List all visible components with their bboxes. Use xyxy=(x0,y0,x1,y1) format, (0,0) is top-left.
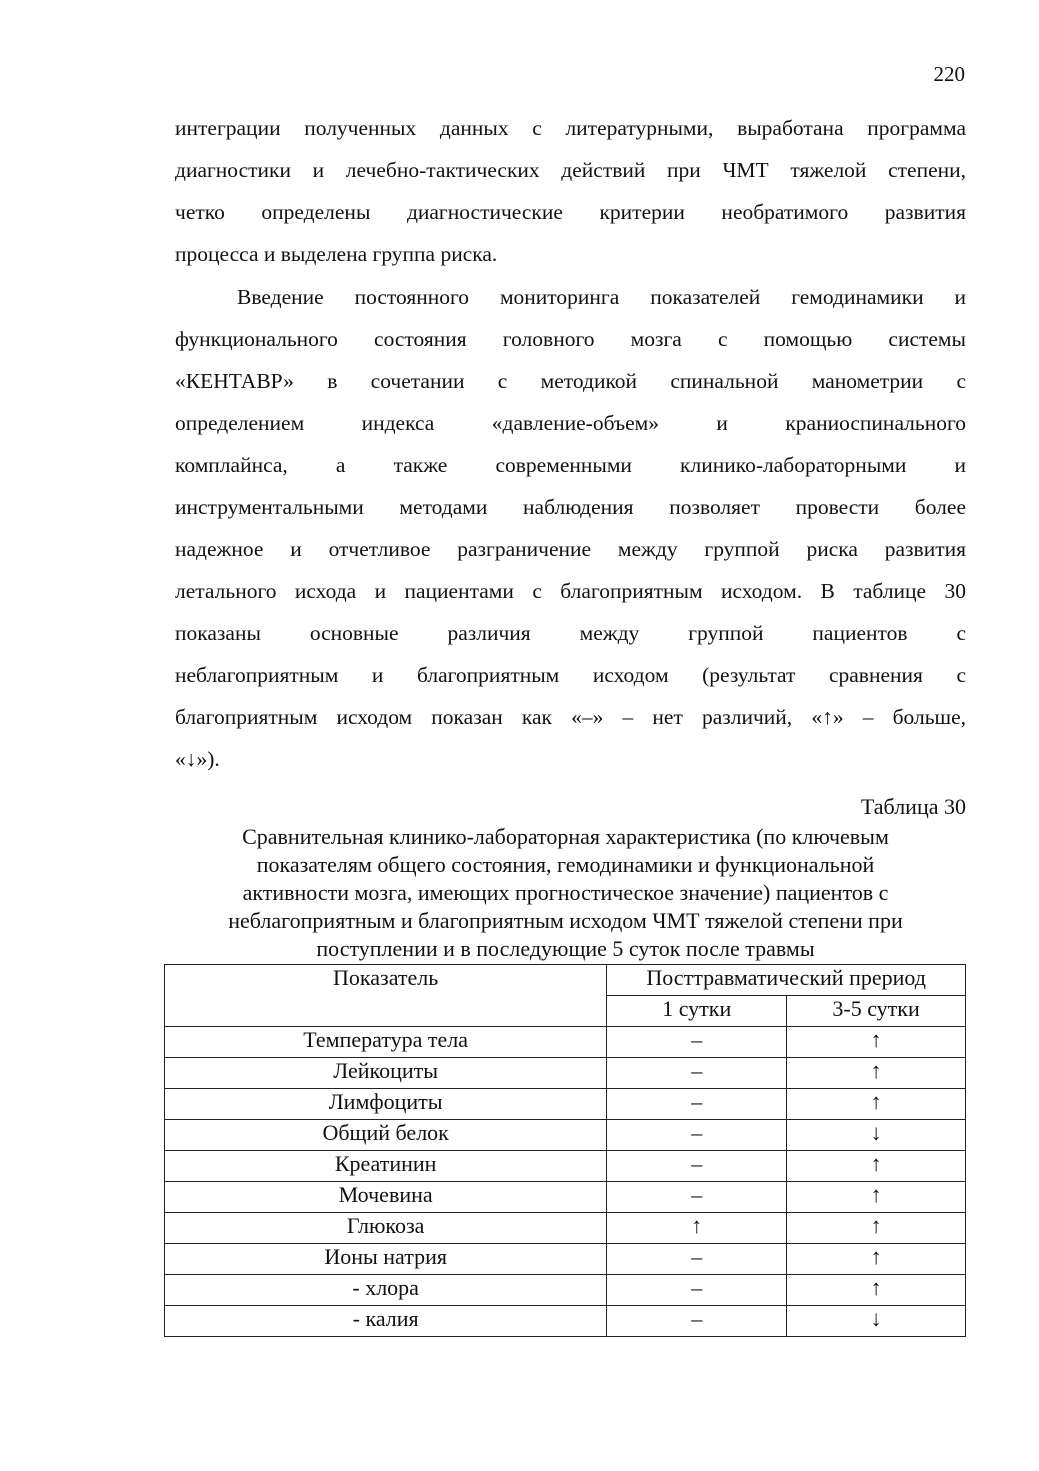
text-line: процесса и выделена группа риска. xyxy=(175,242,498,266)
day1-cell: – xyxy=(607,1244,787,1275)
table-header-row xyxy=(165,965,966,996)
text-line: интеграции полученных данных с литературными, выработана программа xyxy=(175,116,966,140)
table-label: Таблица 30 xyxy=(860,794,966,819)
page-number: 220 xyxy=(933,62,965,86)
text-line: комплайнса, а также современными клинико-лабораторными и xyxy=(175,453,966,477)
paragraph-2 xyxy=(175,276,966,780)
table-row xyxy=(165,1306,966,1337)
text-line: благоприятным исходом показан как «–» – нет различий, «↑» – больше, xyxy=(175,705,966,729)
indicator-cell: - калия xyxy=(165,1306,607,1337)
caption-line: Сравнительная клинико-лабораторная характеристика (по ключевым xyxy=(242,824,889,849)
table-row xyxy=(165,1275,966,1306)
day1-cell: ↑ xyxy=(607,1213,787,1244)
text-line: определением индекса «давление-объем» и краниоспинального xyxy=(175,411,966,435)
day1-cell: – xyxy=(607,1058,787,1089)
comparison-table xyxy=(164,964,966,1337)
header-day1: 1 сутки xyxy=(607,996,787,1027)
table-caption xyxy=(165,823,966,963)
indicator-cell: Глюкоза xyxy=(165,1213,607,1244)
header-period: Посттравматический прериод xyxy=(607,965,966,996)
table-row xyxy=(165,1213,966,1244)
day35-cell: ↑ xyxy=(787,1244,966,1275)
table-row xyxy=(165,1120,966,1151)
day1-cell: – xyxy=(607,1120,787,1151)
day1-cell: – xyxy=(607,1306,787,1337)
day35-cell: ↑ xyxy=(787,1027,966,1058)
day1-cell: – xyxy=(607,1151,787,1182)
day35-cell: ↑ xyxy=(787,1213,966,1244)
day1-cell: – xyxy=(607,1275,787,1306)
caption-line: поступлении и в последующие 5 суток после травмы xyxy=(316,936,815,961)
day1-cell: – xyxy=(607,1182,787,1213)
text-line: функционального состояния головного мозга с помощью системы xyxy=(175,327,966,351)
header-day35: 3-5 сутки xyxy=(787,996,966,1027)
text-line: Введение постоянного мониторинга показателей гемодинамики и xyxy=(237,285,966,309)
table-row xyxy=(165,1058,966,1089)
indicator-cell: Мочевина xyxy=(165,1182,607,1213)
text-line: инструментальными методами наблюдения позволяет провести более xyxy=(175,495,966,519)
text-line: показаны основные различия между группой пациентов с xyxy=(175,621,966,645)
text-line: летального исхода и пациентами с благоприятным исходом. В таблице 30 xyxy=(175,579,966,603)
text-line: «↓»). xyxy=(175,747,220,771)
text-line: надежное и отчетливое разграничение между группой риска развития xyxy=(175,537,966,561)
text-line: неблагоприятным и благоприятным исходом (результат сравнения с xyxy=(175,663,966,687)
day35-cell: ↓ xyxy=(787,1306,966,1337)
indicator-cell: Креатинин xyxy=(165,1151,607,1182)
day35-cell: ↑ xyxy=(787,1058,966,1089)
text-line: диагностики и лечебно-тактических действий при ЧМТ тяжелой степени, xyxy=(175,158,966,182)
indicator-cell: Общий белок xyxy=(165,1120,607,1151)
text-line: четко определены диагностические критерии необратимого развития xyxy=(175,200,966,224)
day35-cell: ↓ xyxy=(787,1120,966,1151)
day1-cell: – xyxy=(607,1089,787,1120)
day35-cell: ↑ xyxy=(787,1089,966,1120)
day35-cell: ↑ xyxy=(787,1182,966,1213)
table-row xyxy=(165,1151,966,1182)
table-row xyxy=(165,1089,966,1120)
caption-line: неблагоприятным и благоприятным исходом ЧМТ тяжелой степени при xyxy=(228,908,903,933)
header-indicator: Показатель xyxy=(165,965,607,1027)
day35-cell: ↑ xyxy=(787,1151,966,1182)
table-row xyxy=(165,1244,966,1275)
caption-line: активности мозга, имеющих прогностическое значение) пациентов с xyxy=(242,880,889,905)
table-row xyxy=(165,1182,966,1213)
day1-cell: – xyxy=(607,1027,787,1058)
paragraph-1 xyxy=(175,107,966,275)
text-line: «КЕНТАВР» в сочетании с методикой спинальной манометрии с xyxy=(175,369,966,393)
indicator-cell: - хлора xyxy=(165,1275,607,1306)
indicator-cell: Лимфоциты xyxy=(165,1089,607,1120)
table-row xyxy=(165,1027,966,1058)
indicator-cell: Ионы натрия xyxy=(165,1244,607,1275)
caption-line: показателям общего состояния, гемодинамики и функциональной xyxy=(256,852,875,877)
indicator-cell: Лейкоциты xyxy=(165,1058,607,1089)
day35-cell: ↑ xyxy=(787,1275,966,1306)
indicator-cell: Температура тела xyxy=(165,1027,607,1058)
